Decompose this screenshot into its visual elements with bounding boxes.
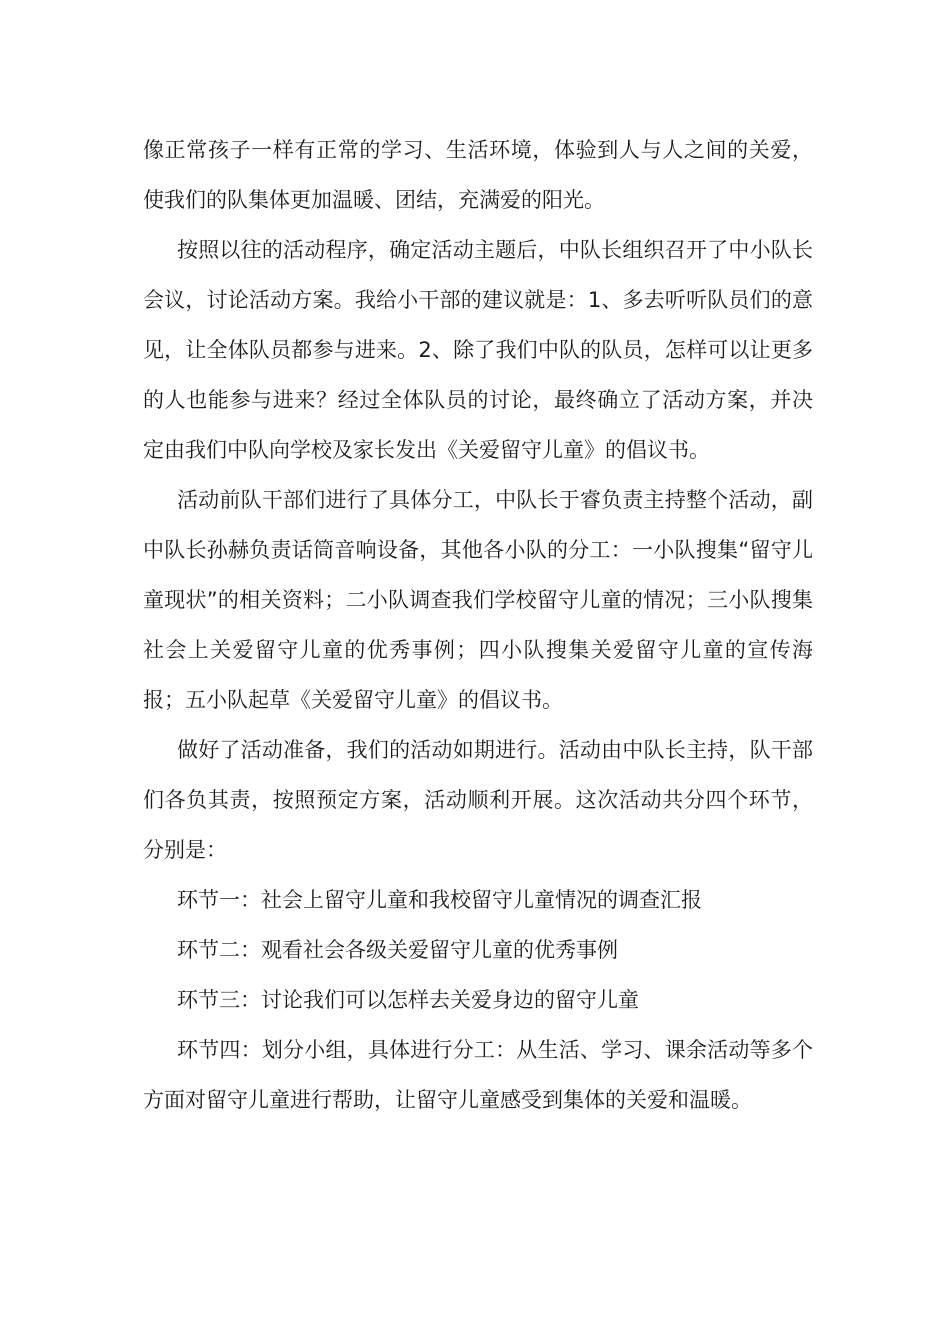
- paragraph-4: 做好了活动准备，我们的活动如期进行。活动由中队长主持，队干部们各负其责，按照预定方案，活动顺利开展。这次活动共分四个环节，分别是：: [143, 738, 813, 862]
- step-4-paragraph: 环节四：划分小组，具体进行分工：从生活、学习、课余活动等多个方面对留守儿童进行帮助，让留守儿童感受到集体的关爱和温暖。: [143, 1038, 813, 1112]
- document-body: [143, 125, 813, 1125]
- step-2-paragraph: 环节二：观看社会各级关爱留守儿童的优秀事例: [177, 938, 618, 962]
- step-3-paragraph: 环节三：讨论我们可以怎样去关爱身边的留守儿童: [177, 988, 639, 1012]
- paragraph-2: 按照以往的活动程序，确定活动主题后，中队长组织召开了中小队长会议，讨论活动方案。我给小干部的建议就是：1、多去听听队员们的意见，让全体队员都参与进来。2、除了我们中队的队员，怎样可以让更多的人也能参与进来？经过全体队员的讨论，最终确立了活动方案，并决定由我们中队向学校及家长发出《关爱留守儿童》的倡议书。: [143, 238, 813, 462]
- step-1-paragraph: 环节一：社会上留守儿童和我校留守儿童情况的调查汇报: [177, 888, 702, 912]
- paragraph-3: 活动前队干部们进行了具体分工，中队长于睿负责主持整个活动，副中队长孙赫负责话筒音响设备，其他各小队的分工：一小队搜集“留守儿童现状”的相关资料；二小队调查我们学校留守儿童的情况；三小队搜集社会上关爱留守儿童的优秀事例；四小队搜集关爱留守儿童的宣传海报；五小队起草《关爱留守儿童》的倡议书。: [143, 488, 813, 712]
- paragraph-1: 像正常孩子一样有正常的学习、生活环境，体验到人与人之间的关爱，使我们的队集体更加温暖、团结，充满爱的阳光。: [143, 138, 813, 212]
